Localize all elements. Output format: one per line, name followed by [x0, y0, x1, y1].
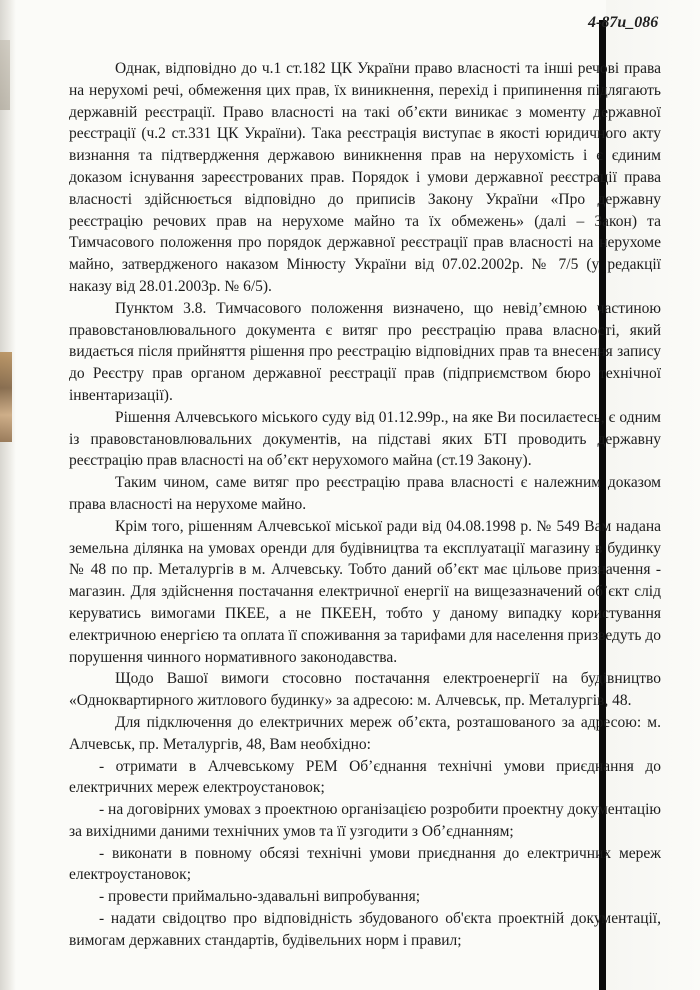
paragraph-land-plot: Крім того, рішенням Алчевської міської ради від 04.08.1998 р. № 549 Вам надана земельна ділянка на умовах оренди для будівництва та експлуатації магазину в будинку № 48 по пр. Металургів в м. Алчевську. Тобто даний об’єкт має цільове призначення - магазин. Для здійснення постачання електричної енергії на вищезазначений об’єкт слід керуватись вимогами ПКЕЕ, а не ПКЕЕН, тобто у даному випадку користування електричною енергією та оплата її споживання за тарифами для населення призведуть до порушення чинного нормативного законодавства. — [69, 517, 661, 666]
list-item: - отримати в Алчевському РЕМ Об’єднання технічні умови приєднання до електричних мереж електроустановок; — [69, 757, 661, 797]
scan-left-artifact — [0, 352, 12, 442]
paragraph-requirement: Щодо Вашої вимоги стосовно постачання електроенергії на будівництво «Одноквартирного житлового будинку» за адресою: м. Алчевськ, пр. Металургів, 48. — [69, 670, 661, 710]
paragraph-connection: Для підключення до електричних мереж об’єкта, розташованого за адресою: м. Алчевськ, пр. Металургів, 48, Вам необхідно: — [69, 713, 661, 753]
paragraph-registration: Однак, відповідно до ч.1 ст.182 ЦК України право власності та інші речові права на нерухомі речі, обмеження цих прав, їх виникнення, перехід і припинення підлягають державній реєстрації. Право власності на такі об’єкти виникає з моменту державної реєстрації (ч.2 ст.331 ЦК України). Така реєстрація виступає в якості юридичного акту визнання та підтвердження державою виникнення прав на нерухомість і є єдиним доказом існування зареєстрованих прав. Порядок і умови державної реєстрації права власності здійснюється відповідно до приписів Закону України «Про державну реєстрацію речових прав на нерухоме майно та їх обмежень» (далі – Закон) та Тимчасового положення про порядок державної реєстрації прав власності на нерухоме майно, затвердженого наказом Мінюсту України від 07.02.2002р. № 7/5 (у редакції наказу від 28.01.2003р. № 6/5). — [69, 60, 661, 295]
paragraph-extract: Пунктом 3.8. Тимчасового положення визначено, що невід’ємною частиною правовстановлювального документа є витяг про реєстрацію права власності, який видається після прийняття рішення про реєстрацію відповідних прав та внесення запису до Реєстру прав органом державної реєстрації прав (підприємством бюро технічної інвентаризації). — [69, 299, 661, 404]
scan-left-edge — [0, 0, 16, 990]
list-item: - надати свідоцтво про відповідність збудованого об'єкта проектній документації, вимогам державних стандартів, будівельних норм і правил; — [69, 910, 661, 949]
list-item: - виконати в повному обсязі технічні умови приєднання до електричних мереж електроустановок; — [69, 844, 661, 884]
paragraph-court-decision: Рішення Алчевського міського суду від 01.12.99р., на яке Ви посилаєтесь, є одним із правовстановлювальних документів, на підставі яких БТІ проводить державну реєстрацію прав власності на об’єкт нерухомого майна (ст.19 Закону). — [69, 408, 661, 470]
paragraph-conclusion: Таким чином, саме витяг про реєстрацію права власності є належним доказом права власності на нерухоме майно. — [69, 474, 661, 513]
list-item: - провести приймально-здавальні випробування; — [99, 888, 421, 906]
document-body — [69, 58, 661, 952]
document-stamp: 4-87и_086 — [588, 14, 659, 31]
list-item: - на договірних умовах з проектною організацією розробити проектну документацію за вихідними даними технічних умов та її узгодити з Об’єднанням; — [69, 801, 661, 840]
scan-left-artifact-top — [0, 40, 10, 110]
